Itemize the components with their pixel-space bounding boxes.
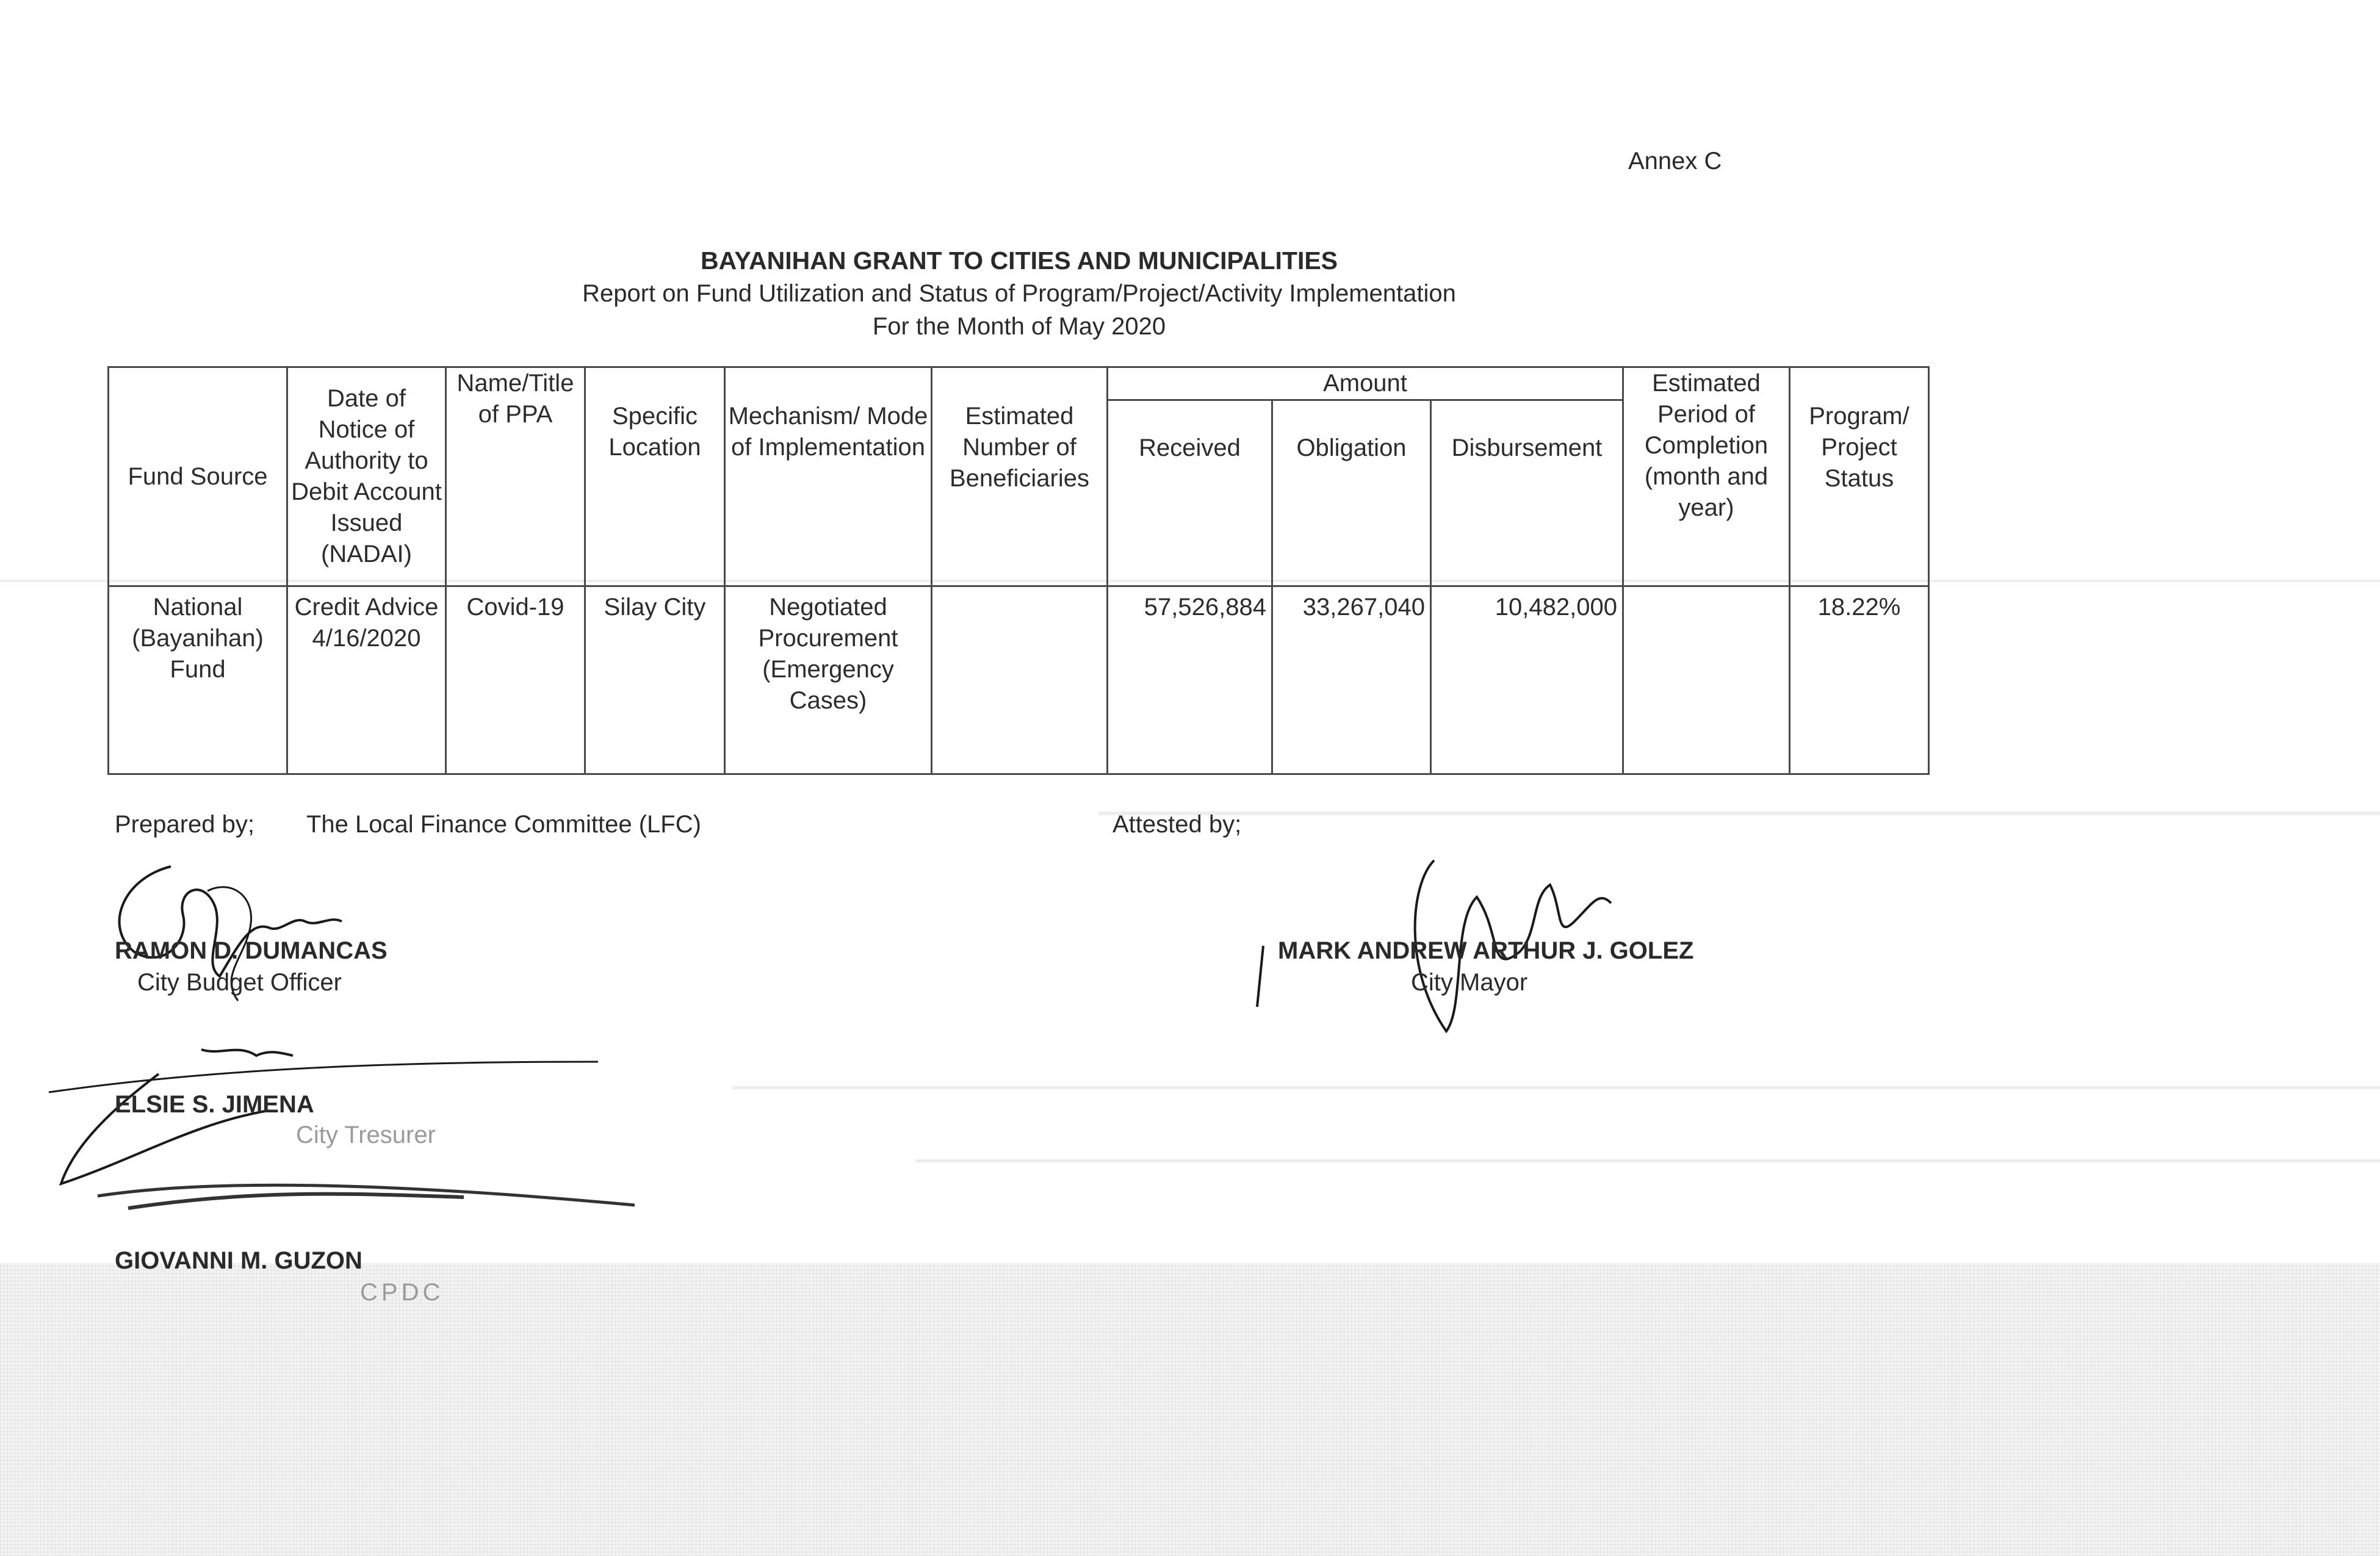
header-fund-source: Fund Source: [109, 367, 287, 586]
treasurer-name: ELSIE S. JIMENA: [115, 1091, 314, 1118]
mayor-name: MARK ANDREW ARTHUR J. GOLEZ: [1278, 937, 1694, 964]
scan-line: [732, 1086, 2380, 1089]
cell-beneficiaries: [932, 586, 1108, 774]
cell-period-completion: [1623, 586, 1790, 774]
cell-name-title: Covid-19: [446, 586, 585, 774]
report-subtitle: Report on Fund Utilization and Status of Program/Project/Activity Implementation: [582, 280, 1456, 307]
cell-specific-location: Silay City: [585, 586, 725, 774]
header-received: Received: [1108, 400, 1272, 586]
scan-artifact-band: [0, 1263, 2380, 1556]
table-row: [109, 586, 1929, 774]
report-header: [427, 244, 1611, 343]
scan-line: [915, 1159, 2380, 1162]
budget-officer-title: City Budget Officer: [137, 969, 342, 996]
cell-fund-source: National (Bayanihan) Fund: [109, 586, 287, 774]
prepared-by-label: Prepared by;: [115, 811, 255, 838]
header-period-completion: Estimated Period of Completion (month and year): [1623, 367, 1790, 586]
cell-mechanism: Negotiated Procurement (Emergency Cases): [725, 586, 932, 774]
cell-date-of-notice: Credit Advice 4/16/2020: [287, 586, 446, 774]
header-status: Program/ Project Status: [1790, 367, 1929, 586]
cpdc-name: GIOVANNI M. GUZON: [115, 1247, 362, 1274]
annex-label: Annex C: [1628, 148, 1722, 175]
header-obligation: Obligation: [1272, 400, 1431, 586]
budget-officer-name: RAMON D. DUMANCAS: [115, 937, 388, 964]
cell-status: 18.22%: [1790, 586, 1929, 774]
treasurer-title: City Tresurer: [296, 1122, 436, 1148]
cell-obligation: 33,267,040: [1272, 586, 1431, 774]
header-date-of-notice: Date of Notice of Authority to Debit Account Issued (NADAI): [287, 367, 446, 586]
report-title: BAYANIHAN GRANT TO CITIES AND MUNICIPALITIES: [700, 247, 1338, 275]
cell-received: 57,526,884: [1108, 586, 1272, 774]
report-period: For the Month of May 2020: [872, 313, 1166, 340]
header-mechanism: Mechanism/ Mode of Implementation: [725, 367, 932, 586]
cpdc-title: CPDC: [360, 1279, 444, 1306]
scan-line: [1098, 812, 2380, 815]
attested-by-label: Attested by;: [1112, 811, 1242, 838]
header-amount: Amount: [1108, 367, 1623, 400]
header-beneficiaries: Estimated Number of Beneficiaries: [932, 367, 1108, 586]
prepared-by-committee: The Local Finance Committee (LFC): [306, 811, 701, 838]
cell-disbursement: 10,482,000: [1431, 586, 1623, 774]
header-disbursement: Disbursement: [1431, 400, 1623, 586]
fund-utilization-table: [107, 366, 1930, 775]
mayor-title: City Mayor: [1411, 969, 1528, 996]
header-specific-location: Specific Location: [585, 367, 725, 586]
header-name-title: Name/Title of PPA: [446, 367, 585, 586]
